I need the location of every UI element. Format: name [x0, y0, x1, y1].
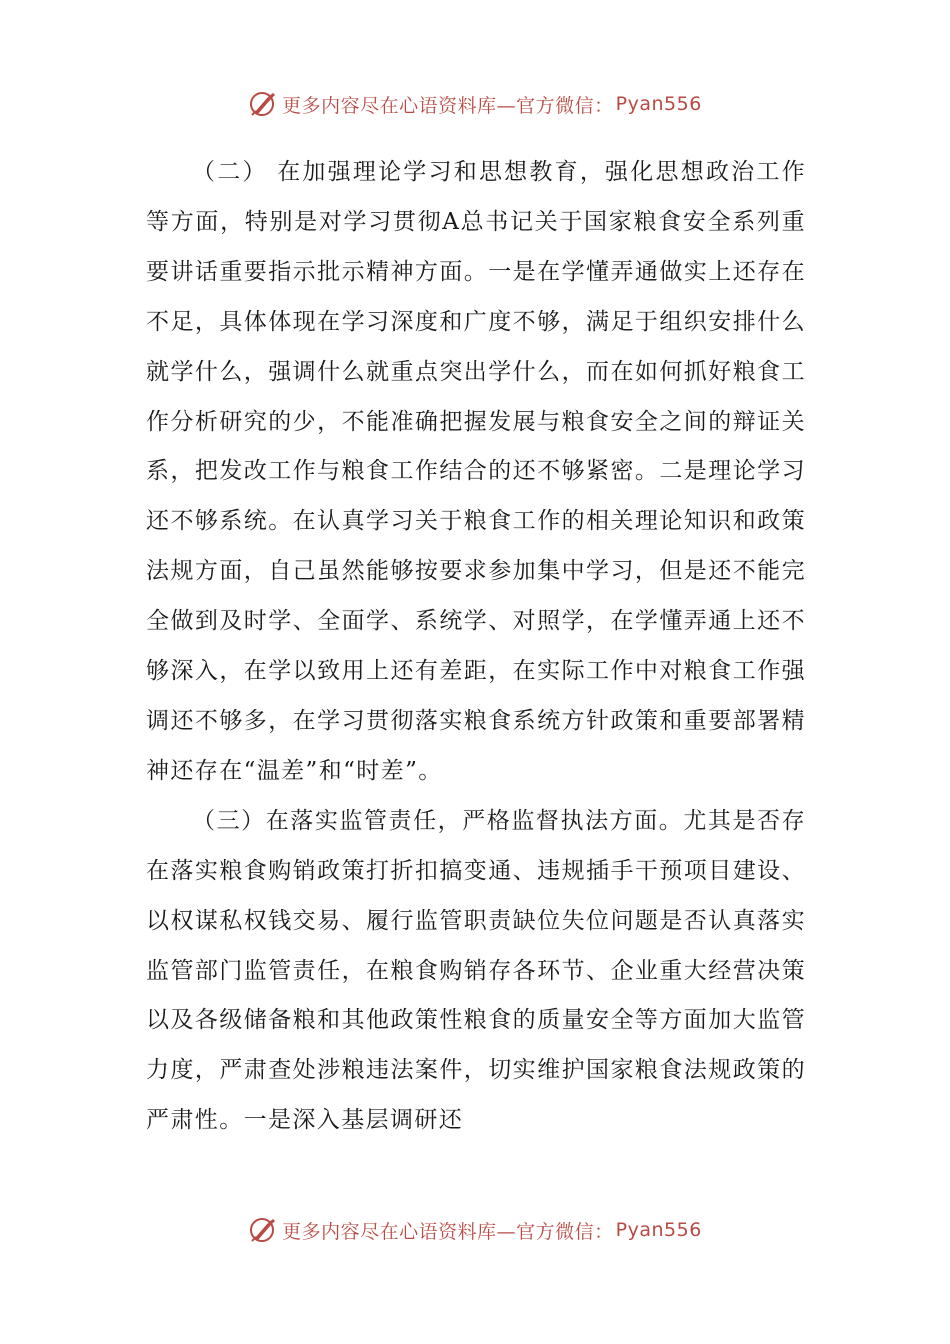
header-watermark-banner: [0, 84, 950, 124]
paragraph-section-2: （二） 在加强理论学习和思想教育，强化思想政治工作等方面，特别是对学习贯彻A总书记关于国家粮食安全系列重要讲话重要指示批示精神方面。一是在学懂弄通做实上还存在不足，具体体现在学习深度和广度不够，满足于组织安排什么就学什么，强调什么就重点突出学什么，而在如何抓好粮食工作分析研究的少，不能准确把握发展与粮食安全之间的辩证关系，把发改工作与粮食工作结合的还不够紧密。二是理论学习还不够系统。在认真学习关于粮食工作的相关理论知识和政策法规方面，自己虽然能够按要求参加集中学习，但是还不能完全做到及时学、全面学、系统学、对照学，在学懂弄通上还不够深入，在学以致用上还有差距，在实际工作中对粮食工作强调还不够多，在学习贯彻落实粮食系统方针政策和重要部署精神还存在“温差”和“时差”。: [146, 159, 806, 784]
pen-logo-icon: [248, 89, 278, 119]
banner-text: 更多内容尽在心语资料库—官方微信：: [282, 94, 614, 117]
footer-watermark-banner: [0, 1210, 950, 1250]
banner-text: 更多内容尽在心语资料库—官方微信：: [282, 1220, 614, 1243]
document-body: [146, 148, 806, 1146]
banner-wechat-handle: Pyan556: [615, 1219, 702, 1241]
banner-wechat-handle: Pyan556: [615, 93, 702, 115]
pen-logo-icon: [248, 1215, 278, 1245]
paragraph-section-3: （三）在落实监管责任，严格监督执法方面。尤其是否存在落实粮食购销政策打折扣搞变通、违规插手干预项目建设、以权谋私权钱交易、履行监管职责缺位失位问题是否认真落实监管部门监管责任，在粮食购销存各环节、企业重大经营决策以及各级储备粮和其他政策性粮食的质量安全等方面加大监管力度，严肃查处涉粮违法案件，切实维护国家粮食法规政策的严肃性。一是深入基层调研还: [146, 807, 806, 1134]
